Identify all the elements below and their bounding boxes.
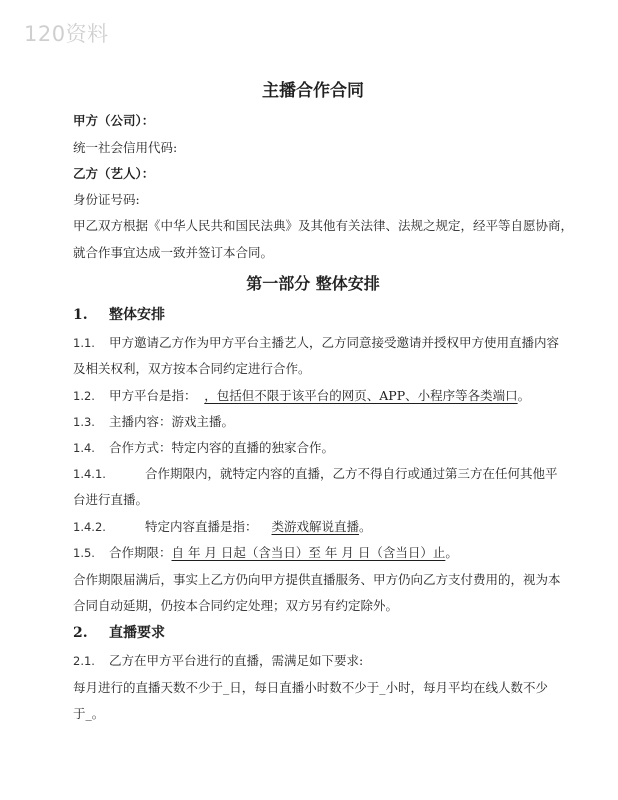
preamble-line-2: 就合作事宜达成一致并签订本合同。 <box>73 245 274 260</box>
clause-1-2-end: 。 <box>517 388 531 403</box>
clause-1-1 <box>73 335 559 351</box>
party-a-label: 甲方（公司）： <box>73 113 155 128</box>
clause-1-1-text: 甲方邀请乙方作为甲方平台主播艺人，乙方同意接受邀请并授权甲方使用直播内容 <box>109 335 560 350</box>
extension-line-1: 合作期限届满后，事实上乙方仍向甲方提供直播服务、甲方仍向乙方支付费用的，视为本 <box>73 572 561 587</box>
clause-2-1-text: 乙方在甲方平台进行的直播，需满足如下要求: <box>109 653 364 668</box>
clause-1-3 <box>73 414 234 430</box>
party-b-label: 乙方（艺人）： <box>73 166 155 181</box>
clause-1-4-1 <box>73 466 558 482</box>
clause-2-1-number: 2.1. <box>73 654 95 668</box>
clause-1-3-text: 主播内容：游戏主播。 <box>109 414 235 429</box>
clause-1-5-number: 1.5. <box>73 546 95 560</box>
clause-1-4-text: 合作方式：特定内容的直播的独家合作。 <box>109 440 335 455</box>
watermark: 120资料 <box>24 22 109 46</box>
clause-1-3-number: 1.3. <box>73 415 95 429</box>
clause-1-2-text: 甲方平台是指： <box>109 388 191 403</box>
clause-1-4-1-continued: 台进行直播。 <box>73 492 149 507</box>
requirement-line-2: 于_。 <box>73 706 105 721</box>
clause-1-5-end: 。 <box>445 545 458 560</box>
section-2-title: 直播要求 <box>109 625 165 641</box>
clause-1-5-term: 自 年 月 日起（含当日）至 年 月 日（含当日）止 <box>171 545 446 560</box>
id-number-label: 身份证号码: <box>73 192 140 207</box>
clause-1-4 <box>73 440 334 456</box>
section-1-number: 1. <box>73 307 88 323</box>
requirement-line-1: 每月进行的直播天数不少于_日，每日直播小时数不少于_小时，每月平均在线人数不少 <box>73 680 549 695</box>
section-2-heading <box>73 625 165 641</box>
clause-1-4-2-text: 特定内容直播是指： <box>145 519 258 534</box>
clause-1-2-number: 1.2. <box>73 389 95 403</box>
clause-1-2-platform: ，包括但不限于该平台的网页、APP、小程序等各类端口 <box>204 388 518 403</box>
clause-1-4-2-number: 1.4.2. <box>73 520 106 534</box>
extension-line-2: 合同自动延期，仍按本合同约定处理；双方另有约定除外。 <box>73 598 399 613</box>
section-2-number: 2. <box>73 625 88 641</box>
clause-2-1 <box>73 653 363 669</box>
clause-1-4-number: 1.4. <box>73 441 95 455</box>
clause-1-4-1-text: 合作期限内，就特定内容的直播，乙方不得自行或通过第三方在任何其他平 <box>145 466 558 481</box>
document-title: 主播合作合同 <box>262 81 364 101</box>
clause-1-1-number: 1.1. <box>73 336 95 350</box>
clause-1-5-text: 合作期限： <box>109 545 172 560</box>
clause-1-4-1-number: 1.4.1. <box>73 467 106 481</box>
clause-1-4-2-content: 类游戏解说直播 <box>271 519 360 534</box>
preamble-line-1: 甲乙双方根据《中华人民共和国民法典》及其他有关法律、法规之规定，经平等自愿协商， <box>73 218 574 233</box>
clause-1-2 <box>73 388 530 404</box>
section-1-title: 整体安排 <box>109 307 165 323</box>
part-one-heading: 第一部分 整体安排 <box>246 274 380 293</box>
clause-1-5 <box>73 545 458 561</box>
clause-1-4-2-end: 。 <box>359 519 372 534</box>
clause-1-4-2 <box>73 519 372 535</box>
section-1-heading <box>73 307 165 323</box>
credit-code-label: 统一社会信用代码: <box>73 140 178 155</box>
clause-1-1-continued: 及相关权利，双方按本合同约定进行合作。 <box>73 361 311 376</box>
